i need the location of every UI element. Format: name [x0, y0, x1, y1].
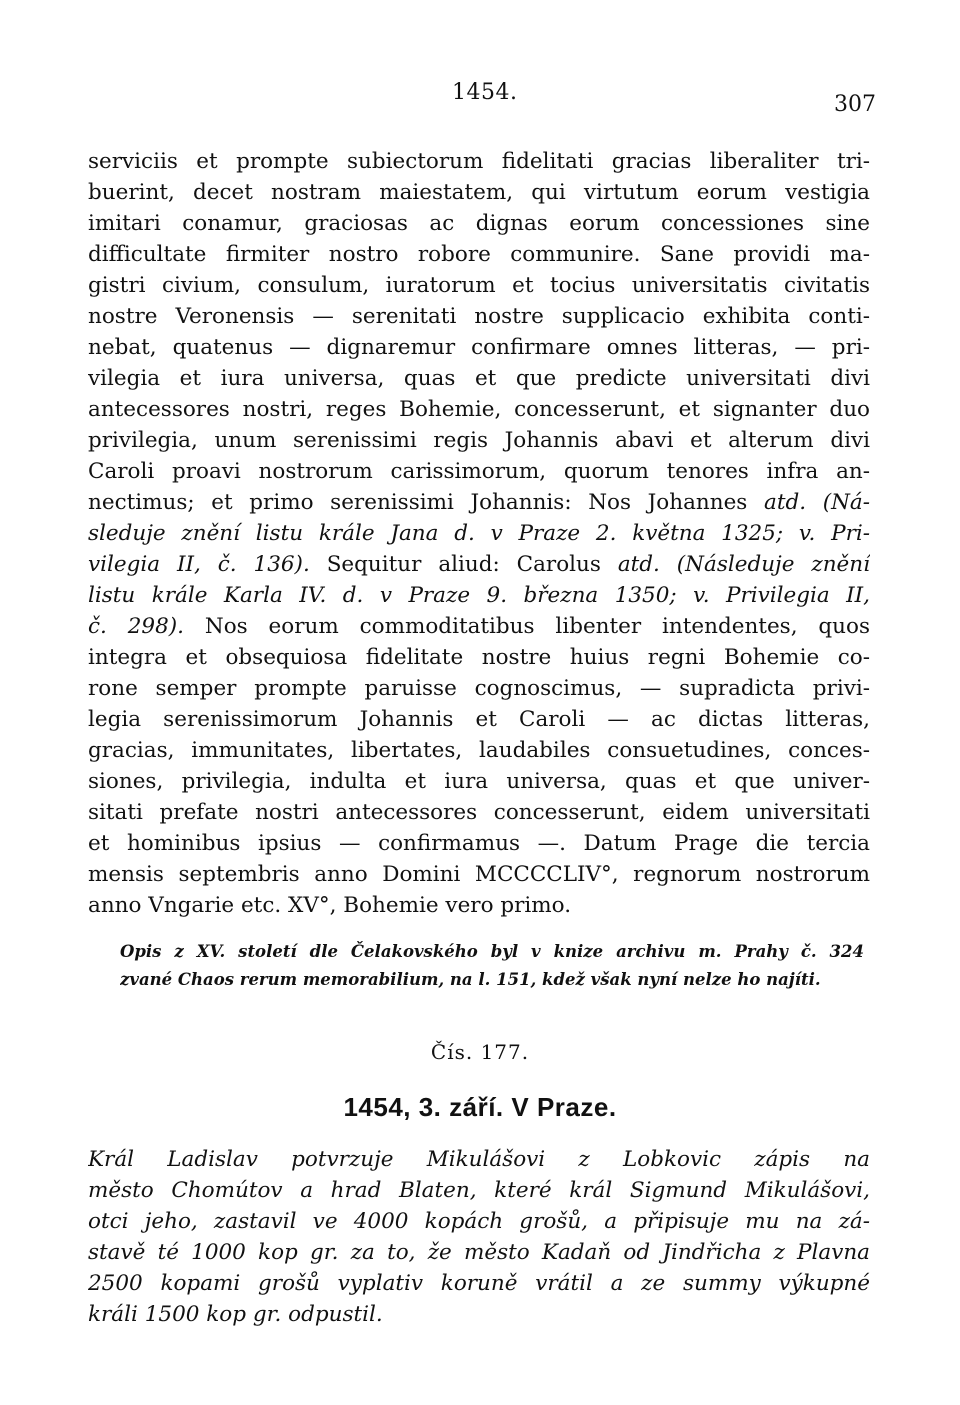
text-line	[88, 549, 870, 580]
text-line: antecessores nostri, reges Bohemie, concesserunt, et signanter duo	[88, 397, 870, 422]
editorial-note-line: listu krále Karla IV. d. v Praze 9. března 1350; v. Privilegia II,	[88, 583, 870, 608]
text-line: nostre Veronensis — serenitati nostre supplicacio exhibita conti-	[88, 304, 870, 329]
text-line	[88, 611, 870, 642]
running-head-year: 1454.	[452, 80, 518, 105]
document-number: Čís. 177.	[430, 1040, 530, 1064]
text-line: gistri civium, consulum, iuratorum et tocius universitatis civitatis	[88, 273, 870, 298]
text-fragment: nectimus; et primo serenissimi Johannis: Nos Johannes	[88, 490, 748, 515]
page-number: 307	[834, 92, 876, 117]
editorial-note: vilegia II, č. 136).	[88, 552, 310, 577]
editorial-note: atd. (Ná-	[764, 490, 870, 515]
text-line: nebat, quatenus — dignaremur confirmare omnes litteras, — pri-	[88, 335, 870, 360]
text-line: mensis septembris anno Domini MCCCCLIV°, regnorum nostrorum	[88, 862, 870, 887]
document-heading: 1454, 3. září. V Praze.	[343, 1092, 617, 1122]
text-line: gracias, immunitates, libertates, laudabiles consuetudines, conces-	[88, 738, 870, 763]
footnote-line: zvané Chaos rerum memorabilium, na l. 151, kdež však nyní nelze ho najíti.	[120, 970, 821, 989]
text-line: serviciis et prompte subiectorum fidelitati gracias liberaliter tri-	[88, 149, 870, 174]
text-line: et hominibus ipsius — confirmamus —. Datum Prage die tercia	[88, 831, 870, 856]
text-line: vilegia et iura universa, quas et que predicte universitati divi	[88, 366, 870, 391]
summary-line: stavě té 1000 kop gr. za to, že město Kadaň od Jindřicha z Plavna	[88, 1240, 870, 1265]
text-line: integra et obsequiosa fidelitate nostre huius regni Bohemie co-	[88, 645, 870, 670]
text-fragment: Nos eorum commoditatibus libenter intendentes, quos	[204, 614, 870, 639]
text-line: imitari conamur, graciosas ac dignas eorum concessiones sine	[88, 211, 870, 236]
summary-line: Král Ladislav potvrzuje Mikulášovi z Lobkovic zápis na	[88, 1147, 870, 1172]
editorial-note-line: sleduje znění listu krále Jana d. v Praze 2. května 1325; v. Pri-	[88, 521, 870, 546]
text-line: siones, privilegia, indulta et iura universa, quas et que univer-	[88, 769, 870, 794]
source-footnote	[120, 938, 864, 994]
text-line	[88, 487, 870, 518]
summary-line: město Chomútov a hrad Blaten, které král Sigmund Mikulášovi,	[88, 1178, 870, 1203]
summary-line: 2500 kopami grošů vyplativ koruně vrátil a ze summy výkupné	[88, 1271, 870, 1296]
main-text	[88, 146, 870, 921]
summary-line: otci jeho, zastavil ve 4000 kopách grošů, a připisuje mu na zá-	[88, 1209, 870, 1234]
text-line: legia serenissimorum Johannis et Caroli — ac dictas litteras,	[88, 707, 870, 732]
text-line: Caroli proavi nostrorum carissimorum, quorum tenores infra an-	[88, 459, 870, 484]
editorial-note: atd. (Následuje znění	[617, 552, 870, 577]
text-fragment: Sequitur aliud: Carolus	[326, 552, 601, 577]
document-summary	[88, 1144, 870, 1330]
text-line: rone semper prompte paruisse cognoscimus, — supradicta privi-	[88, 676, 870, 701]
text-line: anno Vngarie etc. XV°, Bohemie vero primo.	[88, 893, 572, 918]
text-line: privilegia, unum serenissimi regis Johannis abavi et alterum divi	[88, 428, 870, 453]
footnote-line: Opis z XV. století dle Čelakovského byl v knize archivu m. Prahy č. 324	[120, 942, 864, 961]
summary-line: králi 1500 kop gr. odpustil.	[88, 1302, 383, 1327]
editorial-note: č. 298).	[88, 614, 185, 639]
text-line: buerint, decet nostram maiestatem, qui virtutum eorum vestigia	[88, 180, 870, 205]
text-line: sitati prefate nostri antecessores concesserunt, eidem universitati	[88, 800, 870, 825]
text-line: difficultate firmiter nostro robore communire. Sane providi ma-	[88, 242, 870, 267]
